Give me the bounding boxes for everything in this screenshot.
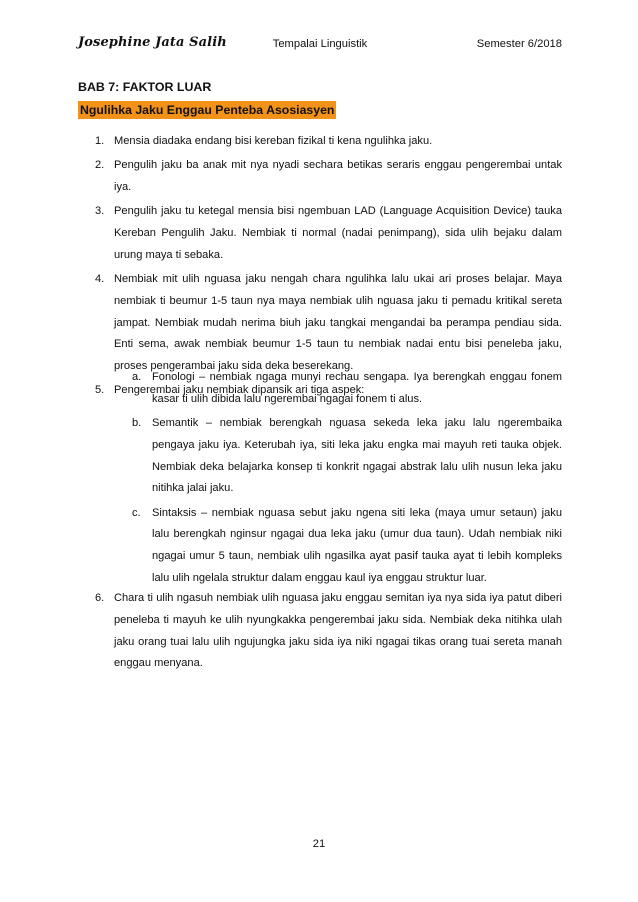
list-item <box>78 155 562 199</box>
list-item <box>78 131 562 153</box>
list-item-text: Pengulih jaku ba anak mit nya nyadi sechara betikas seraris enggau pengerembai untak iya. <box>114 159 562 193</box>
list-item-number: 4. <box>95 272 105 285</box>
sublist-item-text: Sintaksis – nembiak nguasa sebut jaku ngena siti leka (maya umur setaun) jaku lalu berengkah nginsur ngagai dua leka jaku (umur dua taun). Udah nembiak niki ngagai umur 5 taun, nembiak ulih ngasilka ayat pasif tauka ayat ti lebih kompleks lalu ulih ngelala struktur dalam enggau kaul iya enggau struktur luar. <box>152 506 562 584</box>
list-item-text: Pengulih jaku tu ketegal mensia bisi ngembuan LAD (Language Acquisition Device) tauka Kereban Pengulih Jaku. Nembiak ti normal (nadai penimpang), sida ulih bejaku dalam urung maya ti sebaka. <box>114 205 562 261</box>
sublist-item-text: Semantik – nembiak berengkah nguasa sekeda leka jaku lalu ngerembaika pengaya jaku iya. Keterubah iya, siti leka jaku engka mai mayuh reti tauka objek. Nembiak deka belajarka konsep ti konkrit ngagai abstrak lalu ulih nusun leka jaku nitihka jalai jaku. <box>152 416 562 495</box>
sublist-item-letter: c. <box>132 506 141 519</box>
header-semester: Semester 6/2018 <box>476 38 562 50</box>
sublist-item <box>78 367 562 411</box>
header-course: Tempalai Linguistik <box>272 38 368 50</box>
page-number: 21 <box>312 838 326 850</box>
numbered-list-continued <box>78 588 562 678</box>
numbered-list <box>78 131 562 405</box>
list-item-number: 3. <box>95 205 105 218</box>
list-item <box>78 269 562 378</box>
list-item-text: Nembiak mit ulih nguasa jaku nengah chara ngulihka lalu ukai ari proses belajar. Maya nembiak ti beumur 1-5 taun nya maya nembiak ulih nguasa jaku ti pemadu kritikal sereta jampat. Nembiak mudah nerima biuh jaku tangkai mengandai ba perampa pendiau sida. Enti sema, awak nembiak beumur 1-5 taun tu nembiak nadai entu bisi peneleba jaku, proses pengerambai jaku sida deka beserekang. <box>114 272 562 373</box>
list-item <box>78 201 562 266</box>
list-item-text: Mensia diadaka endang bisi kereban fizikal ti kena ngulihka jaku. <box>114 135 433 147</box>
list-item-number: 6. <box>95 592 105 604</box>
list-item-number: 2. <box>95 159 105 172</box>
list-item-text: Chara ti ulih ngasuh nembiak ulih nguasa jaku enggau semitan iya nya sida iya patut diberi peneleba ti mayuh ke ulih nyungkakka pengerembai jaku sida. Nembiak deka nitihka ulah jaku orang tuai lalu ulih ngujungka jaku sida iya niki ngagai tikas orang tuai sereta manah enggau menyana. <box>114 592 562 670</box>
sublist-item-letter: b. <box>132 416 142 429</box>
list-item-text: Pengerembai jaku nembiak dipansik ari tiga aspek: <box>114 384 365 397</box>
sublist-item-text: Fonologi – nembiak ngaga munyi rechau sengapa. Iya berengkah enggau fonem kasar ti ulih dibida lalu ngerembai ngagai fonem ti alus. <box>152 371 562 405</box>
list-item-number: 5. <box>95 384 105 397</box>
header-author: Josephine Jata Salih <box>78 35 227 50</box>
list-item-number: 1. <box>95 135 105 147</box>
sublist-item <box>78 503 562 590</box>
chapter-title: BAB 7: FAKTOR LUAR <box>78 80 212 94</box>
page-header <box>78 35 562 58</box>
list-item <box>78 588 562 675</box>
sublist-item <box>78 413 562 500</box>
sublist-item-letter: a. <box>132 371 142 383</box>
section-title: Ngulihka Jaku Enggau Penteba Asosiasyen <box>80 103 335 117</box>
lettered-sublist <box>78 367 562 592</box>
